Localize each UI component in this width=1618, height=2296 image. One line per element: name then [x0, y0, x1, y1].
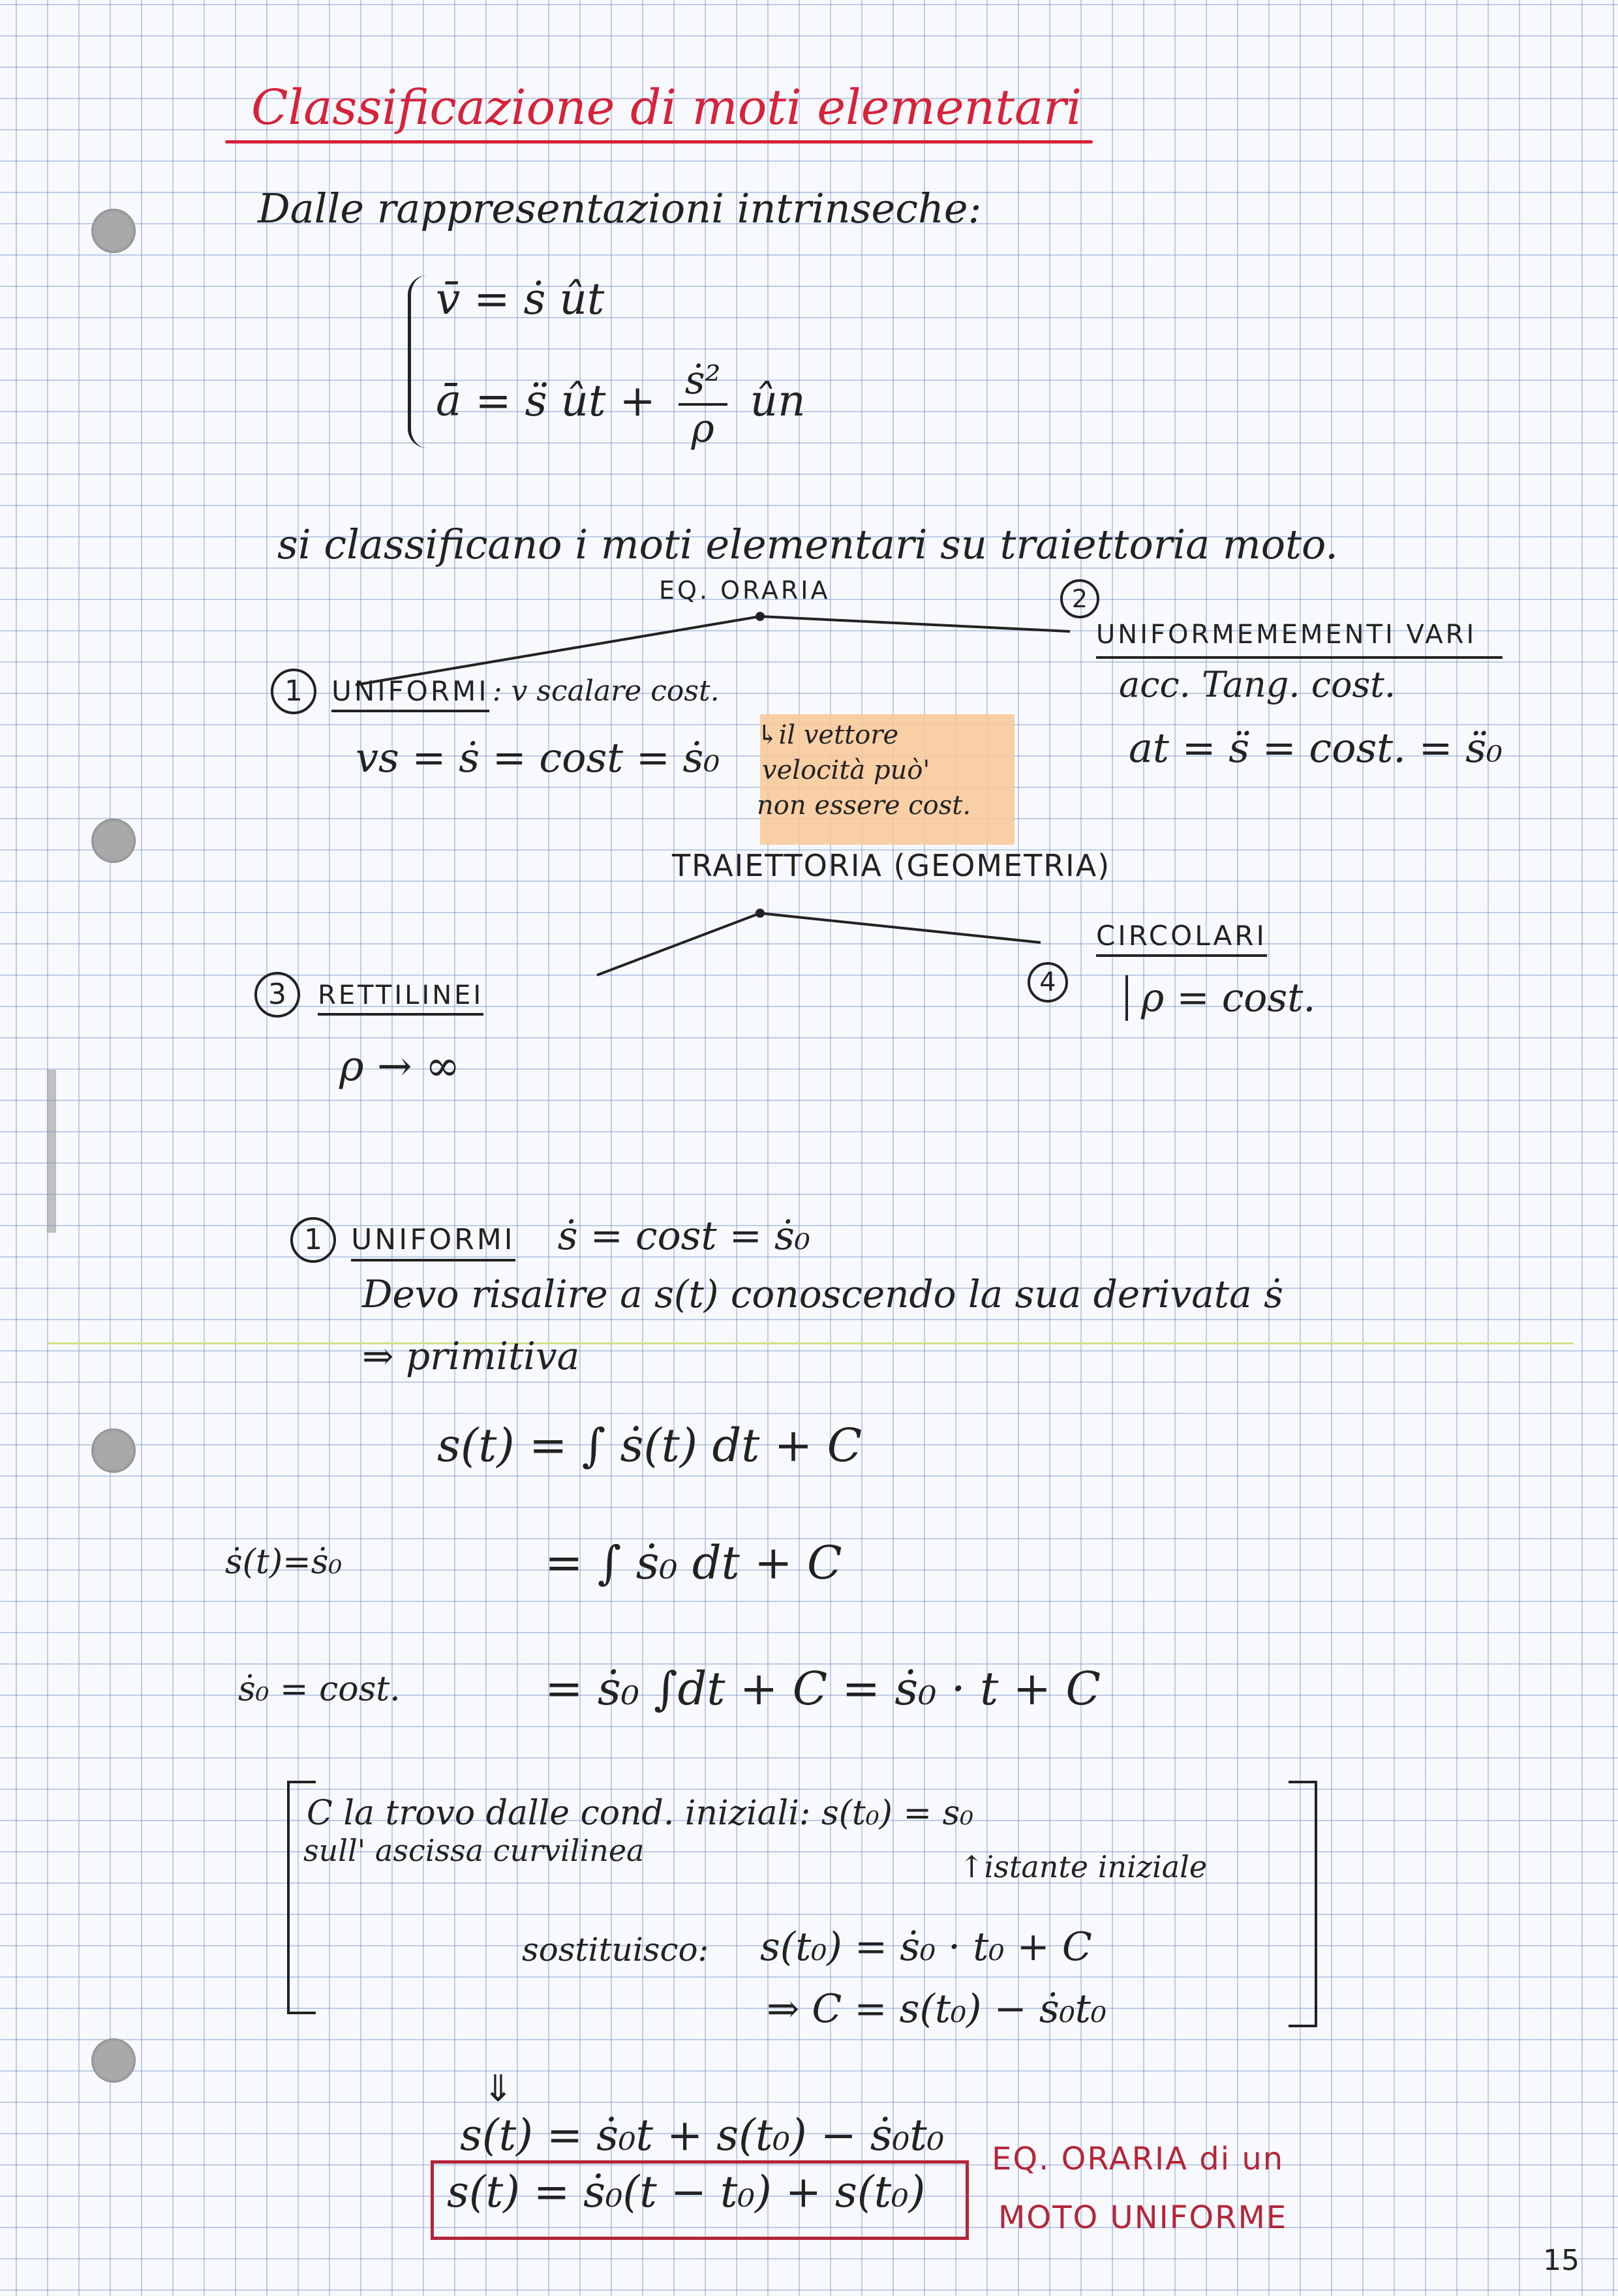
box-line4: ⇒ C = s(t₀) − ṡ₀t₀ — [767, 1986, 1107, 2032]
box-line1: C la trovo dalle cond. iniziali: s(t₀) = s₀ — [307, 1794, 974, 1833]
integral-line3: = ṡ₀ ∫dt + C = ṡ₀ · t + C — [545, 1662, 1101, 1715]
uniformi-desc: : v scalare cost. — [492, 674, 720, 708]
box-line2: sull' ascissa curvilinea — [303, 1833, 645, 1868]
sec1-line2: ⇒ primitiva — [362, 1334, 580, 1378]
down-arrow: ⇓ — [483, 2068, 513, 2110]
page-number: 15 — [1543, 2244, 1580, 2277]
number-circle: 1 — [271, 669, 316, 714]
sec1-equation: ṡ = cost = ṡ₀ — [557, 1213, 810, 1259]
intro-text: Dalle rappresentazioni intrinseche: — [258, 185, 982, 232]
sec1-heading — [290, 1213, 810, 1263]
integral-line2: = ∫ ṡ₀ dt + C — [545, 1536, 842, 1590]
integral-line1: s(t) = ∫ ṡ(t) dt + C — [437, 1419, 862, 1472]
tree1-right-num — [1060, 579, 1099, 618]
note-line: non essere cost. — [757, 791, 971, 821]
number-circle: 4 — [1028, 962, 1068, 1003]
page-title: Classificazione di moti elementari — [251, 80, 1082, 136]
tree2-right-num — [1028, 962, 1068, 1003]
number-circle: 1 — [290, 1217, 336, 1263]
unif-vari-desc: acc. Tang. cost. — [1119, 664, 1396, 705]
rettilinei-label: RETTILINEI — [318, 980, 483, 1016]
number-circle: 2 — [1060, 579, 1099, 618]
velocity-equation: v̄ = ṡ ût — [436, 274, 605, 324]
classify-text: si classificano i moti elementari su traiettoria moto. — [277, 521, 1338, 568]
final-line1: s(t) = ṡ₀t + s(t₀) − ṡ₀t₀ — [460, 2110, 945, 2160]
acc-right: ûn — [750, 376, 806, 426]
final-boxed-equation: s(t) = ṡ₀(t − t₀) + s(t₀) — [447, 2167, 926, 2217]
final-label2: MOTO UNIFORME — [998, 2199, 1288, 2236]
tree2-left-heading — [254, 972, 483, 1018]
uniformi-label: UNIFORMI — [331, 675, 489, 712]
note-line: ↳il vettore — [757, 720, 899, 750]
sec1-line1: Devo risalire a s(t) conoscendo la sua derivata ṡ — [362, 1272, 1283, 1316]
uniformi-equation: vs = ṡ = cost = ṡ₀ — [356, 734, 720, 781]
vector-note — [757, 718, 971, 823]
circolari-equation: ρ = cost. — [1125, 975, 1315, 1021]
final-label1: EQ. ORARIA di un — [992, 2141, 1285, 2177]
tree1-root: EQ. ORARIA — [659, 576, 831, 605]
fraction-numerator: ṡ² — [679, 357, 727, 406]
acc-left: ā = s̈ ût + — [436, 376, 656, 426]
fraction-denominator: ρ — [691, 406, 714, 451]
box-line3b: s(t₀) = ṡ₀ · t₀ + C — [760, 1924, 1092, 1970]
box-line3a: sostituisco: — [522, 1931, 709, 1969]
number-circle: 3 — [254, 972, 300, 1018]
unif-vari-equation: at = s̈ = cost. = s̈₀ — [1129, 724, 1503, 772]
tree1-left-heading — [271, 669, 720, 714]
box-line2b: ↑istante iniziale — [959, 1849, 1208, 1884]
tree2-root: TRAIETTORIA (GEOMETRIA) — [672, 848, 1111, 883]
note-line: velocità può' — [762, 755, 930, 785]
unif-vari-label: UNIFORMEMEMENTI VARI — [1096, 620, 1503, 659]
circolari-label: CIRCOLARI — [1096, 920, 1267, 957]
integral-side3: ṡ₀ = cost. — [238, 1670, 401, 1709]
box-bracket-right — [1289, 1781, 1317, 2027]
rettilinei-equation: ρ → ∞ — [339, 1042, 461, 1091]
sec1-label: UNIFORMI — [351, 1223, 515, 1261]
integral-side2: ṡ(t)=ṡ₀ — [225, 1543, 343, 1582]
